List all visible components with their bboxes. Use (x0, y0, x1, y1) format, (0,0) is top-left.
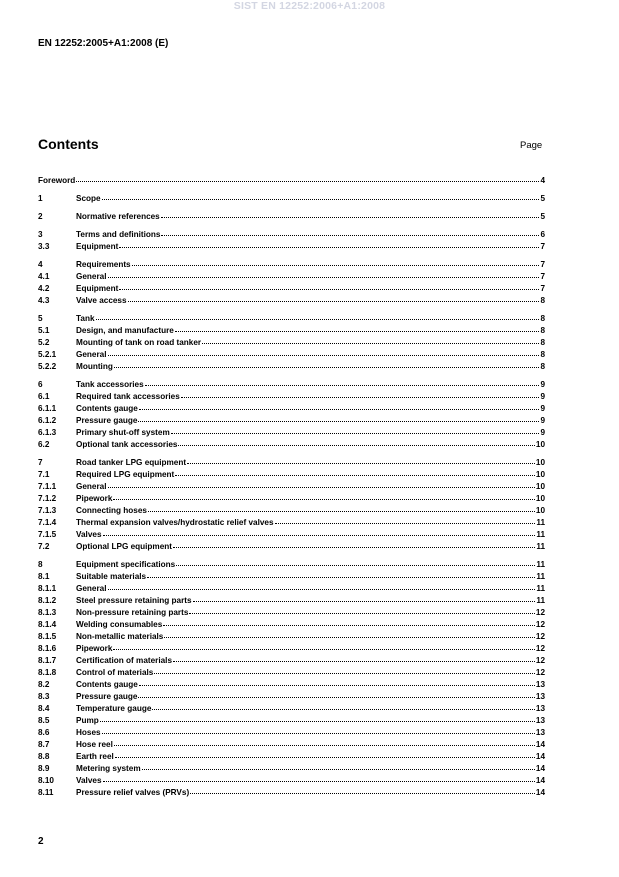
toc-leader-dots (119, 281, 539, 290)
toc-entry-number: 6.1.2 (38, 416, 57, 425)
toc-entry-page: 13 (535, 704, 545, 713)
toc-entry-page: 10 (535, 470, 545, 479)
toc-entry-number: 8 (38, 560, 43, 569)
toc-entry-title: General (76, 482, 107, 491)
toc-entry-page: 10 (535, 494, 545, 503)
toc-entry-number: 8.1.6 (38, 644, 57, 653)
toc-entry[interactable] (38, 192, 545, 204)
toc-entry-title: Pressure relief valves (PRVs) (76, 788, 190, 797)
toc-entry-page: 9 (540, 404, 545, 413)
toc-entry-number: 8.11 (38, 788, 54, 797)
toc-entry-page: 12 (535, 620, 545, 629)
toc-entry-title: Equipment (76, 284, 119, 293)
toc-entry-title: Valve access (76, 296, 127, 305)
toc-entry-number: 7.2 (38, 542, 50, 551)
toc-entry-page: 7 (540, 260, 545, 269)
toc-leader-dots (175, 323, 540, 332)
toc-entry-number: 7.1.5 (38, 530, 57, 539)
toc-leader-dots (108, 479, 535, 488)
toc-entry-number: 6.1.3 (38, 428, 57, 437)
toc-entry-number: 8.1.1 (38, 584, 57, 593)
toc-leader-dots (161, 227, 539, 236)
toc-entry-title: Mounting of tank on road tanker (76, 338, 202, 347)
toc-entry-title: Required LPG equipment (76, 470, 175, 479)
toc-entry-number: 8.4 (38, 704, 50, 713)
toc-entry-page: 8 (540, 338, 545, 347)
toc-leader-dots (113, 641, 534, 650)
toc-entry-page: 12 (535, 608, 545, 617)
toc-leader-dots (181, 389, 540, 398)
toc-leader-dots (103, 773, 535, 782)
toc-entry-page: 5 (540, 212, 545, 221)
toc-leader-dots (142, 761, 535, 770)
toc-leader-dots (76, 173, 539, 182)
toc-entry-title: Welding consumables (76, 620, 163, 629)
toc-entry-title: Suitable materials (76, 572, 147, 581)
toc-leader-dots (108, 581, 536, 590)
toc-entry-number: 8.7 (38, 740, 50, 749)
toc-leader-dots (102, 191, 540, 200)
toc-leader-dots (119, 239, 539, 248)
toc-leader-dots (138, 413, 539, 422)
toc-leader-dots (178, 437, 534, 446)
toc-entry-page: 8 (540, 326, 545, 335)
document-id: EN 12252:2005+A1:2008 (E) (38, 38, 169, 49)
toc-entry-number: 5.2.2 (38, 362, 57, 371)
toc-entry-title: Valves (76, 530, 102, 539)
toc-entry-page: 11 (536, 596, 545, 605)
toc-entry-number: 7.1.4 (38, 518, 57, 527)
toc-entry-title: Temperature gauge (76, 704, 152, 713)
toc-entry-number: 5.1 (38, 326, 50, 335)
toc-leader-dots (175, 467, 535, 476)
toc-entry-page: 11 (536, 572, 545, 581)
toc-entry[interactable] (38, 294, 545, 306)
toc-entry-number: 8.2 (38, 680, 50, 689)
toc-entry-title: Optional tank accessories (76, 440, 178, 449)
toc-entry-page: 8 (540, 296, 545, 305)
toc-entry-title: Thermal expansion valves/hydrostatic relief valves (76, 518, 274, 527)
toc-entry-title: Foreword (38, 176, 76, 185)
toc-leader-dots (193, 593, 536, 602)
toc-leader-dots (190, 785, 535, 794)
toc-entry-title: Earth reel (76, 752, 114, 761)
toc-leader-dots (163, 617, 535, 626)
toc-entry-page: 12 (535, 656, 545, 665)
toc-entry-title: Contents gauge (76, 404, 138, 413)
toc-entry-page: 14 (535, 740, 545, 749)
toc-entry-page: 8 (540, 350, 545, 359)
toc-entry-number: 8.1.7 (38, 656, 57, 665)
toc-entry-number: 4.2 (38, 284, 50, 293)
toc-entry-number: 8.3 (38, 692, 50, 701)
toc-leader-dots (148, 503, 535, 512)
toc-entry-title: Control of materials (76, 668, 154, 677)
toc-entry-page: 9 (540, 416, 545, 425)
toc-entry-title: Scope (76, 194, 101, 203)
toc-leader-dots (100, 713, 535, 722)
toc-entry-number: 7.1.1 (38, 482, 57, 491)
toc-leader-dots (147, 569, 535, 578)
toc-entry-title: Connecting hoses (76, 506, 147, 515)
toc-leader-dots (152, 701, 535, 710)
toc-leader-dots (114, 359, 540, 368)
toc-entry-number: 1 (38, 194, 43, 203)
toc-entry-title: General (76, 272, 107, 281)
toc-entry-title: Primary shut-off system (76, 428, 170, 437)
toc-entry-title: Pressure gauge (76, 692, 138, 701)
toc-entry[interactable] (38, 438, 545, 450)
toc-leader-dots (154, 665, 535, 674)
toc-entry-number: 3 (38, 230, 43, 239)
toc-entry-number: 6.1.1 (38, 404, 57, 413)
toc-leader-dots (173, 539, 535, 548)
toc-leader-dots (103, 527, 536, 536)
toc-leader-dots (108, 269, 540, 278)
toc-leader-dots (115, 749, 535, 758)
toc-entry-title: Valves (76, 776, 102, 785)
toc-leader-dots (108, 347, 540, 356)
toc-entry-number: 5.2 (38, 338, 50, 347)
toc-entry-title: Pipework (76, 644, 113, 653)
toc-entry-page: 8 (540, 362, 545, 371)
toc-entry-page: 10 (535, 482, 545, 491)
toc-entry-title: General (76, 584, 107, 593)
toc-entry-number: 4 (38, 260, 43, 269)
toc-leader-dots (187, 455, 535, 464)
toc-leader-dots (114, 737, 535, 746)
toc-entry-number: 5 (38, 314, 43, 323)
toc-leader-dots (139, 677, 535, 686)
toc-entry-number: 7.1.3 (38, 506, 57, 515)
toc-entry-title: Equipment specifications (76, 560, 176, 569)
toc-entry-page: 9 (540, 392, 545, 401)
toc-entry-title: Pump (76, 716, 99, 725)
toc-entry-number: 7.1 (38, 470, 50, 479)
toc-entry[interactable] (38, 540, 545, 552)
toc-entry-page: 13 (535, 692, 545, 701)
toc-entry-title: Required tank accessories (76, 392, 180, 401)
toc-entry-title: Certification of materials (76, 656, 172, 665)
toc-entry-number: 8.10 (38, 776, 54, 785)
toc-entry-page: 12 (535, 668, 545, 677)
toc-entry-number: 4.1 (38, 272, 50, 281)
toc-entry-title: Tank (76, 314, 95, 323)
toc-entry-title: Hose reel (76, 740, 113, 749)
page-column-label: Page (520, 140, 543, 151)
toc-leader-dots (202, 335, 539, 344)
toc-leader-dots (128, 293, 540, 302)
toc-entry-number: 8.5 (38, 716, 50, 725)
toc-leader-dots (176, 557, 535, 566)
toc-entry-title: Mounting (76, 362, 113, 371)
toc-leader-dots (173, 653, 535, 662)
toc-entry-title: Optional LPG equipment (76, 542, 172, 551)
toc-entry-title: General (76, 350, 107, 359)
toc-leader-dots (161, 209, 540, 218)
toc-entry-page: 5 (540, 194, 545, 203)
toc-entry-title: Contents gauge (76, 680, 138, 689)
contents-heading: Contents (38, 136, 99, 152)
toc-entry[interactable] (38, 174, 545, 186)
toc-entry-number: 3.3 (38, 242, 50, 251)
table-of-contents (38, 174, 545, 798)
toc-entry[interactable] (38, 360, 545, 372)
toc-entry-page: 14 (535, 764, 545, 773)
toc-entry-number: 8.1 (38, 572, 50, 581)
toc-entry-page: 11 (536, 584, 545, 593)
toc-entry-title: Terms and definitions (76, 230, 161, 239)
toc-entry-page: 14 (535, 752, 545, 761)
toc-entry[interactable] (38, 240, 545, 252)
toc-leader-dots (138, 689, 534, 698)
toc-leader-dots (113, 491, 534, 500)
toc-entry-title: Tank accessories (76, 380, 144, 389)
toc-entry-title: Non-metallic materials (76, 632, 164, 641)
toc-entry-title: Metering system (76, 764, 141, 773)
toc-entry-number: 6.2 (38, 440, 50, 449)
toc-entry-number: 6.1 (38, 392, 50, 401)
toc-entry-number: 7.1.2 (38, 494, 57, 503)
toc-entry-number: 4.3 (38, 296, 50, 305)
toc-entry-title: Pipework (76, 494, 113, 503)
toc-entry-page: 9 (540, 380, 545, 389)
toc-entry-number: 8.9 (38, 764, 50, 773)
toc-leader-dots (139, 401, 540, 410)
toc-entry[interactable] (38, 210, 545, 222)
toc-leader-dots (145, 377, 540, 386)
toc-entry-page: 11 (536, 518, 545, 527)
toc-entry-number: 5.2.1 (38, 350, 57, 359)
toc-entry-number: 7 (38, 458, 43, 467)
watermark: SIST EN 12252:2006+A1:2008 (233, 0, 386, 12)
toc-entry-page: 13 (535, 680, 545, 689)
toc-entry-number: 8.1.4 (38, 620, 57, 629)
toc-entry-page: 9 (540, 428, 545, 437)
toc-entry-page: 11 (536, 530, 545, 539)
toc-entry-page: 14 (535, 788, 545, 797)
toc-entry-title: Requirements (76, 260, 131, 269)
toc-entry-page: 7 (540, 284, 545, 293)
toc-entry-number: 8.1.3 (38, 608, 57, 617)
toc-entry-number: 8.6 (38, 728, 50, 737)
toc-entry-page: 11 (536, 560, 545, 569)
toc-entry-title: Non-pressure retaining parts (76, 608, 189, 617)
toc-leader-dots (171, 425, 540, 434)
toc-leader-dots (132, 257, 540, 266)
toc-entry-page: 10 (535, 506, 545, 515)
toc-entry-title: Hoses (76, 728, 101, 737)
toc-entry-number: 8.8 (38, 752, 50, 761)
toc-entry-number: 8.1.5 (38, 632, 57, 641)
toc-leader-dots (189, 605, 535, 614)
toc-entry-title: Equipment (76, 242, 119, 251)
toc-entry-title: Normative references (76, 212, 160, 221)
toc-entry-number: 8.1.2 (38, 596, 57, 605)
toc-entry-page: 11 (536, 542, 545, 551)
toc-entry-number: 8.1.8 (38, 668, 57, 677)
toc-entry-page: 7 (540, 272, 545, 281)
toc-entry-page: 14 (535, 776, 545, 785)
toc-leader-dots (164, 629, 535, 638)
toc-entry-title: Design, and manufacture (76, 326, 174, 335)
toc-entry-page: 6 (540, 230, 545, 239)
page-number: 2 (38, 836, 44, 847)
toc-entry-page: 12 (535, 632, 545, 641)
toc-entry-title: Steel pressure retaining parts (76, 596, 192, 605)
toc-entry-page: 8 (540, 314, 545, 323)
toc-entry-title: Pressure gauge (76, 416, 138, 425)
toc-entry-title: Road tanker LPG equipment (76, 458, 187, 467)
toc-entry-page: 12 (535, 644, 545, 653)
toc-entry-number: 2 (38, 212, 43, 221)
toc-entry-number: 6 (38, 380, 43, 389)
toc-entry-page: 4 (540, 176, 545, 185)
toc-leader-dots (102, 725, 535, 734)
toc-entry-page: 10 (535, 440, 545, 449)
toc-entry-page: 13 (535, 716, 545, 725)
toc-entry-page: 13 (535, 728, 545, 737)
toc-leader-dots (275, 515, 536, 524)
toc-entry[interactable] (38, 786, 545, 798)
toc-entry-page: 10 (535, 458, 545, 467)
toc-entry-page: 7 (540, 242, 545, 251)
toc-leader-dots (96, 311, 540, 320)
